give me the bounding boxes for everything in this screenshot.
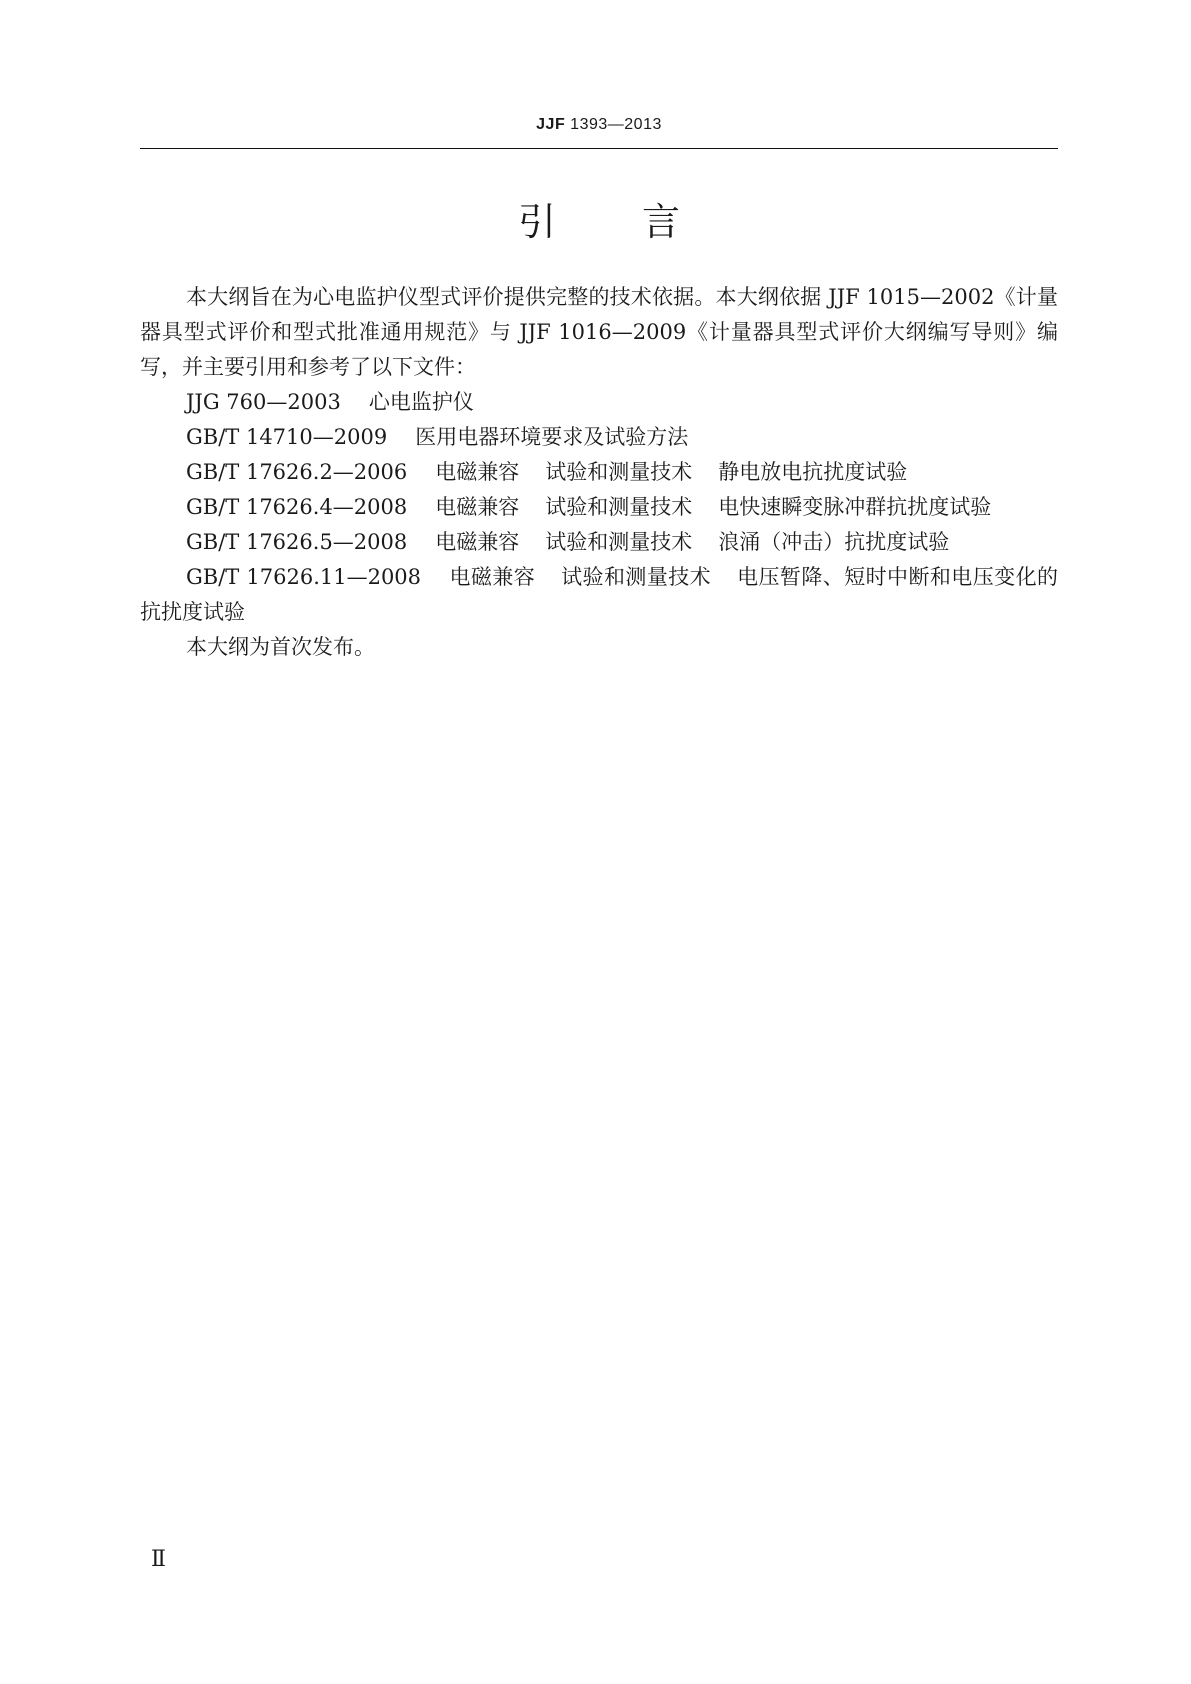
reference-code: GB/T 17626.11—2008: [186, 565, 422, 589]
reference-title-part: 试验和测量技术: [545, 460, 693, 484]
page-title: [140, 198, 1058, 246]
reference-title-part: 试验和测量技术: [561, 565, 712, 589]
reference-title-part: 电磁兼容: [435, 460, 520, 484]
title-char-1: 引: [517, 200, 556, 244]
reference-code: GB/T 17626.4—2008: [186, 495, 408, 519]
reference-item: [140, 420, 1058, 455]
reference-title-part: 电磁兼容: [449, 565, 536, 589]
title-char-2: 言: [642, 200, 681, 244]
reference-title-part: 电磁兼容: [435, 495, 520, 519]
reference-title: 医用电器环境要求及试验方法: [415, 425, 689, 449]
body-text: [140, 280, 1058, 665]
reference-title-part: 静电放电抗扰度试验: [718, 460, 908, 484]
intro-paragraph: 本大纲旨在为心电监护仪型式评价提供完整的技术依据。本大纲依据 JJF 1015—2002《计量器具型式评价和型式批准通用规范》与 JJF 1016—2009《计量器具型式评价大纲编写导则》编写，并主要引用和参考了以下文件：: [140, 285, 1058, 379]
standard-number: 1393—2013: [570, 116, 662, 133]
reference-title-part: 浪涌（冲击）抗扰度试验: [718, 530, 950, 554]
closing-paragraph: 本大纲为首次发布。: [186, 635, 375, 659]
reference-title-part: 电压暂降、短时中断和电压变化的抗扰度试验: [140, 565, 1058, 624]
standard-prefix: JJF: [536, 116, 566, 133]
page-number: Ⅱ: [151, 1547, 166, 1572]
header-rule: [140, 148, 1058, 149]
reference-code: JJG 760—2003: [186, 390, 341, 414]
reference-item: [140, 560, 1058, 630]
reference-item: [140, 525, 1058, 560]
running-header: [140, 116, 1058, 134]
reference-item: [140, 455, 1058, 490]
reference-code: GB/T 17626.2—2006: [186, 460, 408, 484]
reference-title-part: 电快速瞬变脉冲群抗扰度试验: [718, 495, 992, 519]
reference-title: 心电监护仪: [368, 390, 474, 414]
reference-title-part: 试验和测量技术: [545, 530, 693, 554]
reference-title-part: 试验和测量技术: [545, 495, 693, 519]
reference-code: GB/T 14710—2009: [186, 425, 388, 449]
reference-title-part: 电磁兼容: [435, 530, 520, 554]
reference-code: GB/T 17626.5—2008: [186, 530, 408, 554]
reference-item: [140, 385, 1058, 420]
reference-item: [140, 490, 1058, 525]
